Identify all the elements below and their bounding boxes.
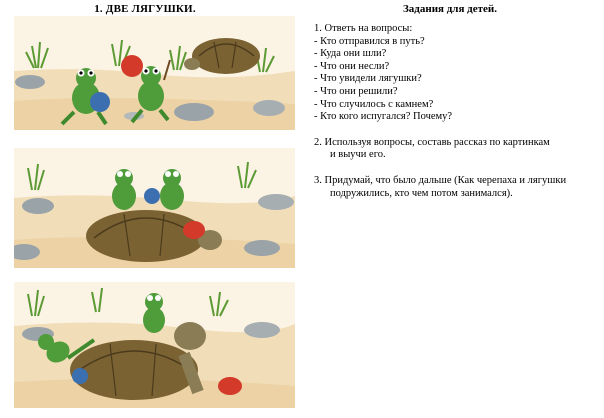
question-item: - Что случилось с камнем? [314, 98, 434, 110]
picture-panel-2 [14, 148, 295, 268]
task-3 [314, 175, 602, 200]
question-item: - Куда они шли? [314, 48, 387, 60]
question-item: - Что увидели лягушки? [314, 73, 422, 85]
picture-panel-1 [14, 16, 295, 130]
question-item: - Что они решили? [314, 85, 398, 97]
question-list [314, 36, 602, 124]
question-item: - Кто отправился в путь? [314, 35, 425, 47]
task-3-line-2: подружились, кто чем потом занимался). [330, 187, 513, 199]
story-title: 1. ДВЕ ЛЯГУШКИ. [94, 3, 196, 15]
task-3-line-1: 3. Придумай, что было дальше (Как черепаха и лягушки [314, 174, 567, 186]
task-2 [314, 137, 602, 162]
question-item: - Кто кого испугался? Почему? [314, 111, 453, 123]
task-1 [314, 23, 602, 124]
illustration-frogs-on-turtle [14, 148, 295, 268]
question-item: - Что они несли? [314, 60, 390, 72]
task-2-line-2: и выучи его. [330, 149, 386, 161]
task-2-line-1: 2. Используя вопросы, составь рассказ по картинкам [314, 136, 550, 148]
tasks-section [314, 23, 602, 200]
illustration-frogs-walking [14, 16, 295, 130]
task-1-heading: 1. Ответь на вопросы: [314, 23, 413, 34]
illustration-turtle-awakes [14, 282, 295, 408]
picture-panel-3 [14, 282, 295, 408]
tasks-title: Задания для детей. [402, 3, 497, 15]
